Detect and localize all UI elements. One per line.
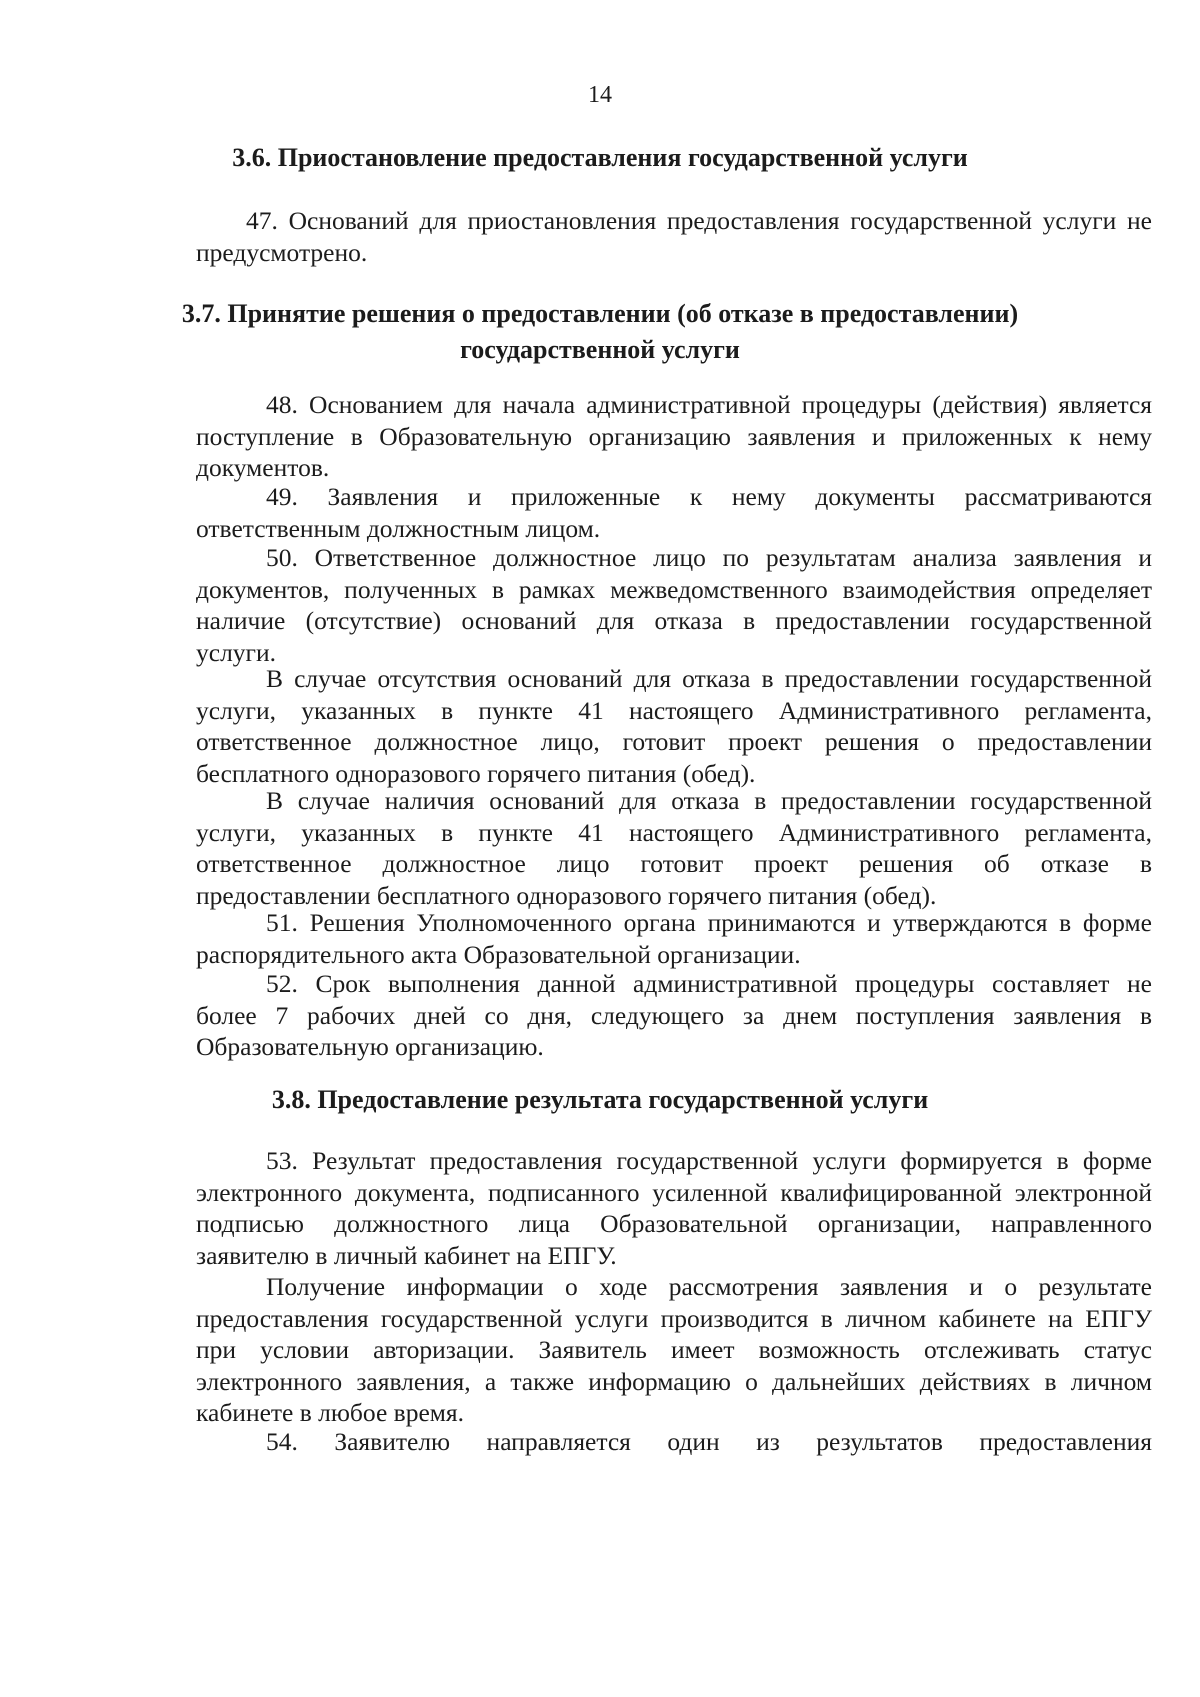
paragraph-53-info [126,1271,1152,1429]
paragraph-line: 48. Основанием для начала административной процедуры (действия) является [266,390,1152,419]
heading-line: государственной услуги [460,335,740,364]
paragraph-line: предоставлении бесплатного одноразового горячего питания (обед). [196,880,937,910]
paragraph-54 [126,1426,1152,1458]
paragraph-line: 52. Срок выполнения данной административной процедуры составляет не [266,969,1152,998]
paragraph-53 [126,1145,1152,1271]
page-number: 14 [588,82,612,108]
paragraph-line: В случае отсутствия оснований для отказа в предоставлении государственной [266,664,1152,693]
paragraph-47 [126,205,1152,268]
paragraph-line: кабинете в любое время. [196,1398,465,1427]
paragraph-line: 54. Заявителю направляется один из результатов предоставления [266,1427,1152,1456]
heading-line: 3.7. Принятие решения о предоставлении (об отказе в предоставлении) [181,299,1019,328]
paragraph-line: ответственным должностным лицом. [196,513,601,543]
paragraph-line: 51. Решения Уполномоченного органа принимаются и утверждаются в форме [266,908,1152,937]
paragraph-line: бесплатного одноразового горячего питания (обед). [196,758,756,788]
paragraph-line: более 7 рабочих дней со дня, следующего за днем поступления заявления в [196,1000,1152,1030]
section-heading-3-6 [0,140,1200,176]
paragraph-line: ответственное должностное лицо, готовит проект решения о предоставлении [196,727,1152,756]
paragraph-line: поступление в Образовательную организацию заявления и приложенных к нему [196,421,1152,451]
paragraph-line: Получение информации о ходе рассмотрения заявления и о результате [266,1272,1152,1301]
paragraph-line: ответственное должностное лицо готовит проект решения об отказе в [196,849,1152,878]
paragraph-line: услуги, указанных в пункте 41 настоящего Административного регламента, [196,695,1152,725]
paragraph-line: 49. Заявления и приложенные к нему документы рассматриваются [266,482,1152,511]
paragraph-line: наличие (отсутствие) оснований для отказа в предоставлении государственной [196,606,1152,635]
paragraph-line: Образовательную организацию. [196,1032,544,1061]
section-heading-3-7 [0,296,1200,368]
paragraph-line: В случае наличия оснований для отказа в предоставлении государственной [266,786,1152,815]
paragraph-50 [126,542,1152,668]
paragraph-48 [126,389,1152,484]
heading-line: 3.6. Приостановление предоставления государственной услуги [232,143,968,172]
paragraph-49 [126,481,1152,544]
paragraph-line: предусмотрено. [196,237,368,267]
paragraph-line: распорядительного акта Образовательной организации. [196,939,801,969]
paragraph-51 [126,907,1152,970]
paragraph-line: электронного заявления, а также информацию о дальнейших действиях в личном [196,1366,1152,1396]
paragraph-line: документов. [196,453,330,482]
paragraph-50-absence [126,663,1152,789]
paragraph-52 [126,968,1152,1063]
paragraph-line: 47. Оснований для приостановления предоставления государственной услуги не [246,206,1152,235]
paragraph-line: электронного документа, подписанного усиленной квалифицированной электронной [196,1177,1152,1207]
paragraph-50-presence [126,785,1152,911]
paragraph-line: 53. Результат предоставления государственной услуги формируется в форме [266,1146,1152,1175]
paragraph-line: услуги, указанных в пункте 41 настоящего Административного регламента, [196,817,1152,847]
paragraph-line: 50. Ответственное должностное лицо по результатам анализа заявления и [266,543,1152,572]
paragraph-line: подписью должностного лица Образовательной организации, направленного [196,1209,1152,1238]
paragraph-line: документов, полученных в рамках межведомственного взаимодействия определяет [196,574,1152,604]
paragraph-line: при условии авторизации. Заявитель имеет возможность отслеживать статус [196,1335,1152,1364]
paragraph-line: услуги. [196,637,277,667]
paragraph-line: заявителю в личный кабинет на ЕПГУ. [196,1240,617,1270]
paragraph-line: предоставления государственной услуги производится в личном кабинете на ЕПГУ [196,1303,1152,1333]
heading-line: 3.8. Предоставление результата государственной услуги [271,1085,929,1114]
section-heading-3-8 [0,1082,1200,1118]
